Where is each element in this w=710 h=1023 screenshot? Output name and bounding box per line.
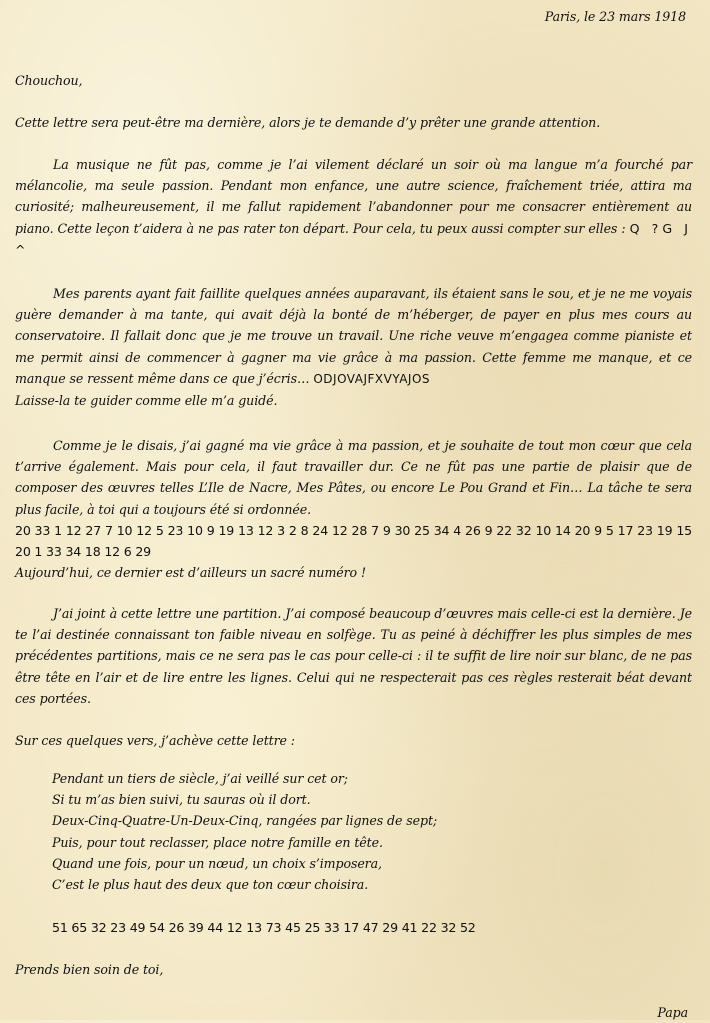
paragraph-passion [15,154,692,260]
paragraph-widow [15,283,692,411]
poem-line: Deux-Cinq-Quatre-Un-Deux-Cinq, rangées par lignes de sept; [52,813,438,829]
cipher-symbols: Q ?G J ^ [15,220,693,257]
poem-line: Quand une fois, pour un nœud, un choix s’imposera, [52,855,382,871]
letter-date: Paris, le 23 mars 1918 [544,9,686,24]
cipher-code: ODJOVAJFXVYAJOS [313,371,431,386]
poem [52,768,437,895]
paragraph-verses-intro: Sur ces quelques vers, j’achève cette lettre : [15,733,295,748]
number-sequence-1: 20 33 1 12 27 7 10 12 5 23 10 9 19 13 12 3 2 8 24 12 28 7 9 30 25 34 4 26 9 22 32 10 14 20 9 5 17 23 19 15 20 1 33 34 18 12 6 29 [15,522,692,560]
paragraph-work-end: Aujourd’hui, ce dernier est d’ailleurs un sacré numéro ! [15,565,366,581]
number-sequence-2: 51 65 32 23 49 54 26 39 44 12 13 73 45 25 33 17 47 29 41 22 32 52 [52,920,476,935]
poem-line: Si tu m’as bien suivi, tu sauras où il dort. [52,792,311,808]
letter-closing: Prends bien soin de toi, [15,962,164,977]
poem-line: Puis, pour tout reclasser, place notre famille en tête. [52,834,383,850]
paragraph-score: J’ai joint à cette lettre une partition. J’ai composé beaucoup d’œuvres mais celle-ci est la dernière. Je te l’ai destinée connaissant ton faible niveau en solfège. Tu as peiné à déchiffrer les plus simples de mes précédentes partitions, mais ce ne sera pas le cas pour celle-ci : il te suffit de lire noir sur blanc, de ne pas être tête en l’air et de lire entre les lignes. Celui qui ne respecterait pas ces règles resterait béat devant ces portées. [15,606,692,706]
paragraph-work [15,435,692,583]
letter-signature: Papa [657,1005,688,1020]
letter-greeting: Chouchou, [15,73,83,88]
paragraph-widow-end: Laisse-la te guider comme elle m’a guidé. [15,393,278,409]
paragraph-work-text: Comme je le disais, j’ai gagné ma vie grâce à ma passion, et je souhaite de tout mon cœur que cela t’arrive également. Mais pour cela, il faut travailler dur. Ce ne fût pas une partie de plaisir que de composer des œuvres telles L’Ile de Nacre, Mes Pâtes, ou encore Le Pou Grand et Fin… La tâche te sera plus facile, à toi qui a toujours été si ordonnée. [15,438,692,517]
letter-intro: Cette lettre sera peut-être ma dernière, alors je te demande d’y prêter une grande attention. [15,115,601,130]
paragraph-passion-text: La musique ne fût pas, comme je l’ai vilement déclaré un soir où ma langue m’a fourché par mélancolie, ma seule passion. Pendant mon enfance, une autre science, fraîchement triée, attira ma curiosité; malheureusement, il me fallut rapidement l’abandonner pour me consacrer entièrement au piano. Cette leçon t’aidera à ne pas rater ton départ. Pour cela, tu peux aussi compter sur elles : [15,157,692,236]
paragraph-widow-text: Mes parents ayant fait faillite quelques années auparavant, ils étaient sans le sou, et je ne me voyais guère demander à ma tante, qui avait déjà la bonté de m’héberger, de payer en plus mes cours au conservatoire. Il fallait donc que je me trouve un travail. Une riche veuve m’engagea comme pianiste et me permit ainsi de commencer à gagner ma vie grâce à ma passion. Cette femme me manque, et ce manque se ressent même dans ce que j’écris… [15,286,692,386]
poem-line: Pendant un tiers de siècle, j’ai veillé sur cet or; [52,771,348,786]
poem-line: C’est le plus haut des deux que ton cœur choisira. [52,877,369,893]
